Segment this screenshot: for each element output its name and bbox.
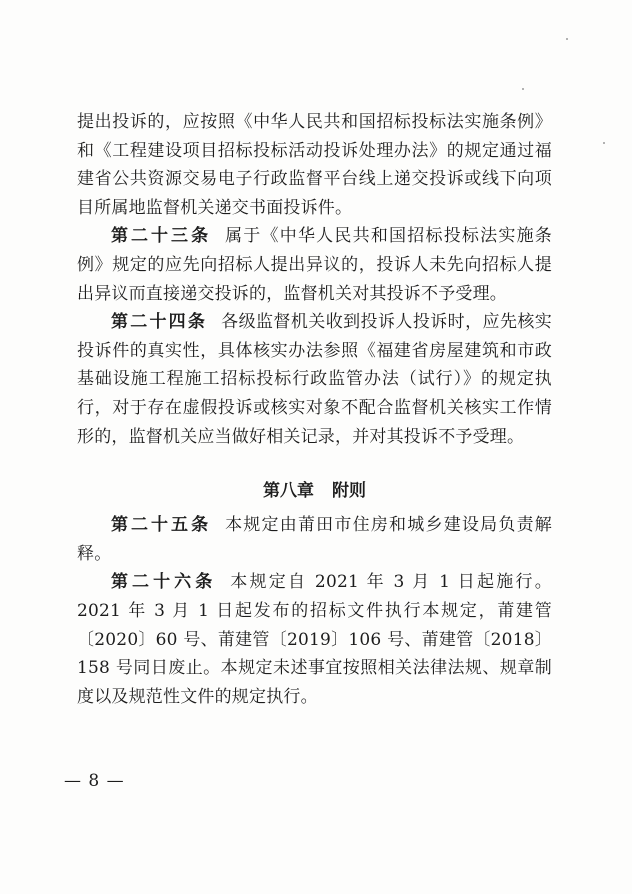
- article-number: 第二十四条: [111, 312, 208, 333]
- scan-speck: [522, 88, 524, 90]
- article-text: 属于《中华人民共和国招标投标法实施条例》规定的应先向招标人提出异议的，投诉人未先向招标人提出异议而直接递交投诉的，监督机关对其投诉不予受理。: [77, 226, 552, 304]
- article-24: [77, 308, 552, 451]
- article-text: 本规定自 2021 年 3 月 1 日起施行。2021 年 3 月 1 日起发布的招标文件执行本规定，莆建管〔2020〕60 号、莆建管〔2019〕106 号、莆建管〔2018〕158 号同日废止。本规定未述事宜按照相关法律法规、规章制度以及规范性文件的规定执行。: [77, 572, 553, 707]
- article-number: 第二十六条: [111, 572, 217, 593]
- scan-speck: [566, 38, 568, 40]
- scan-speck: [603, 142, 605, 144]
- chapter-title: 附则: [332, 481, 366, 502]
- article-text: 本规定由莆田市住房和城乡建设局负责解释。: [77, 515, 552, 564]
- document-body: [77, 108, 552, 711]
- article-number: 第二十五条: [111, 515, 212, 536]
- paragraph-continuation: 提出投诉的，应按照《中华人民共和国招标投标法实施条例》和《工程建设项目招标投标活动投诉处理办法》的规定通过福建省公共资源交易电子行政监督平台线上递交投诉或线下向项目所属地监督机关递交书面投诉件。: [77, 112, 552, 218]
- article-number: 第二十三条: [111, 226, 212, 247]
- article-26: [77, 568, 552, 711]
- chapter-heading: [77, 477, 552, 505]
- page-number: — 8 —: [64, 771, 125, 791]
- article-23: [77, 222, 552, 308]
- article-25: [77, 511, 552, 568]
- article-text: 各级监督机关收到投诉人投诉时，应先核实投诉件的真实性，具体核实办法参照《福建省房屋建筑和市政基础设施工程施工招标投标行政监管办法（试行）》的规定执行，对于存在虚假投诉或核实对象不配合监督机关核实工作情形的，监督机关应当做好相关记录，并对其投诉不予受理。: [77, 312, 552, 447]
- chapter-number: 第八章: [263, 481, 314, 502]
